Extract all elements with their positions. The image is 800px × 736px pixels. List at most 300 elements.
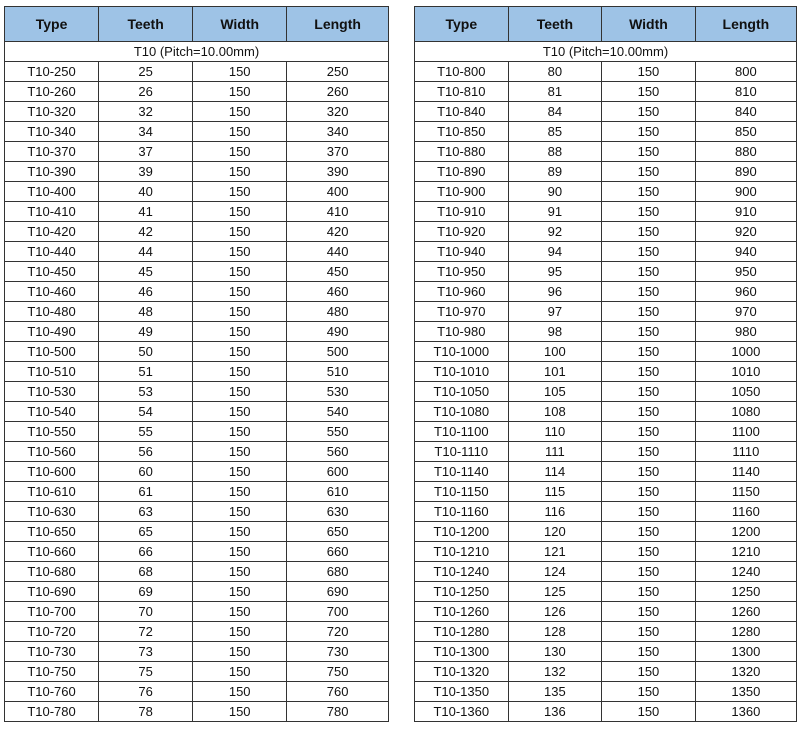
cell-length: 920 xyxy=(695,222,796,242)
cell-width: 150 xyxy=(193,242,287,262)
cell-type: T10-600 xyxy=(5,462,99,482)
cell-width: 150 xyxy=(602,362,696,382)
cell-teeth: 95 xyxy=(508,262,602,282)
table-row xyxy=(415,262,797,282)
cell-type: T10-460 xyxy=(5,282,99,302)
cell-type: T10-1200 xyxy=(415,522,509,542)
cell-length: 630 xyxy=(287,502,389,522)
table-row xyxy=(415,582,797,602)
table-row xyxy=(5,382,389,402)
cell-teeth: 69 xyxy=(99,582,193,602)
cell-length: 1210 xyxy=(695,542,796,562)
cell-width: 150 xyxy=(193,262,287,282)
cell-teeth: 41 xyxy=(99,202,193,222)
cell-type: T10-1110 xyxy=(415,442,509,462)
cell-type: T10-1010 xyxy=(415,362,509,382)
table-row xyxy=(5,582,389,602)
cell-length: 320 xyxy=(287,102,389,122)
cell-length: 760 xyxy=(287,682,389,702)
cell-width: 150 xyxy=(602,542,696,562)
table-row xyxy=(5,402,389,422)
belt-table-left xyxy=(4,6,389,722)
cell-teeth: 96 xyxy=(508,282,602,302)
cell-width: 150 xyxy=(602,662,696,682)
cell-length: 460 xyxy=(287,282,389,302)
cell-type: T10-750 xyxy=(5,662,99,682)
table-row xyxy=(5,142,389,162)
cell-teeth: 126 xyxy=(508,602,602,622)
cell-type: T10-320 xyxy=(5,102,99,122)
cell-teeth: 89 xyxy=(508,162,602,182)
table-row xyxy=(5,122,389,142)
cell-teeth: 44 xyxy=(99,242,193,262)
cell-width: 150 xyxy=(602,382,696,402)
cell-length: 1080 xyxy=(695,402,796,422)
cell-width: 150 xyxy=(602,702,696,722)
cell-type: T10-720 xyxy=(5,622,99,642)
pitch-subheader: T10 (Pitch=10.00mm) xyxy=(415,42,797,62)
cell-teeth: 125 xyxy=(508,582,602,602)
cell-type: T10-1160 xyxy=(415,502,509,522)
cell-width: 150 xyxy=(602,502,696,522)
cell-teeth: 85 xyxy=(508,122,602,142)
table-row xyxy=(415,642,797,662)
cell-length: 1240 xyxy=(695,562,796,582)
cell-length: 420 xyxy=(287,222,389,242)
table-row xyxy=(415,522,797,542)
table-row xyxy=(5,602,389,622)
cell-type: T10-900 xyxy=(415,182,509,202)
cell-width: 150 xyxy=(602,582,696,602)
cell-teeth: 90 xyxy=(508,182,602,202)
table-row xyxy=(5,502,389,522)
table-row xyxy=(415,282,797,302)
cell-length: 650 xyxy=(287,522,389,542)
cell-width: 150 xyxy=(602,522,696,542)
table-row xyxy=(5,242,389,262)
cell-width: 150 xyxy=(193,342,287,362)
cell-width: 150 xyxy=(602,282,696,302)
cell-teeth: 48 xyxy=(99,302,193,322)
cell-teeth: 114 xyxy=(508,462,602,482)
cell-type: T10-650 xyxy=(5,522,99,542)
cell-length: 720 xyxy=(287,622,389,642)
table-row xyxy=(5,562,389,582)
column-header-length: Length xyxy=(287,7,389,42)
cell-teeth: 37 xyxy=(99,142,193,162)
cell-teeth: 80 xyxy=(508,62,602,82)
cell-length: 530 xyxy=(287,382,389,402)
cell-type: T10-540 xyxy=(5,402,99,422)
cell-teeth: 116 xyxy=(508,502,602,522)
cell-type: T10-250 xyxy=(5,62,99,82)
table-row xyxy=(415,242,797,262)
cell-type: T10-410 xyxy=(5,202,99,222)
cell-teeth: 32 xyxy=(99,102,193,122)
cell-width: 150 xyxy=(193,362,287,382)
cell-type: T10-400 xyxy=(5,182,99,202)
cell-length: 340 xyxy=(287,122,389,142)
cell-width: 150 xyxy=(193,482,287,502)
table-row xyxy=(415,342,797,362)
cell-width: 150 xyxy=(193,142,287,162)
cell-length: 400 xyxy=(287,182,389,202)
cell-width: 150 xyxy=(193,702,287,722)
cell-type: T10-390 xyxy=(5,162,99,182)
cell-type: T10-840 xyxy=(415,102,509,122)
column-header-teeth: Teeth xyxy=(508,7,602,42)
cell-length: 750 xyxy=(287,662,389,682)
cell-type: T10-980 xyxy=(415,322,509,342)
cell-teeth: 61 xyxy=(99,482,193,502)
column-header-type: Type xyxy=(5,7,99,42)
cell-width: 150 xyxy=(602,602,696,622)
cell-length: 700 xyxy=(287,602,389,622)
cell-teeth: 54 xyxy=(99,402,193,422)
cell-width: 150 xyxy=(193,522,287,542)
cell-teeth: 91 xyxy=(508,202,602,222)
cell-type: T10-920 xyxy=(415,222,509,242)
table-row xyxy=(415,622,797,642)
column-header-type: Type xyxy=(415,7,509,42)
column-header-length: Length xyxy=(695,7,796,42)
cell-length: 540 xyxy=(287,402,389,422)
pitch-subheader: T10 (Pitch=10.00mm) xyxy=(5,42,389,62)
cell-teeth: 26 xyxy=(99,82,193,102)
cell-teeth: 115 xyxy=(508,482,602,502)
cell-type: T10-1000 xyxy=(415,342,509,362)
cell-width: 150 xyxy=(602,342,696,362)
cell-type: T10-1350 xyxy=(415,682,509,702)
cell-teeth: 75 xyxy=(99,662,193,682)
cell-type: T10-850 xyxy=(415,122,509,142)
table-row xyxy=(415,382,797,402)
cell-length: 1300 xyxy=(695,642,796,662)
table-row xyxy=(415,702,797,722)
cell-width: 150 xyxy=(193,322,287,342)
cell-width: 150 xyxy=(193,422,287,442)
cell-length: 1320 xyxy=(695,662,796,682)
cell-width: 150 xyxy=(602,482,696,502)
cell-width: 150 xyxy=(602,562,696,582)
cell-width: 150 xyxy=(193,162,287,182)
cell-length: 960 xyxy=(695,282,796,302)
cell-length: 890 xyxy=(695,162,796,182)
cell-type: T10-660 xyxy=(5,542,99,562)
cell-length: 1260 xyxy=(695,602,796,622)
table-row xyxy=(415,162,797,182)
cell-width: 150 xyxy=(193,562,287,582)
cell-type: T10-560 xyxy=(5,442,99,462)
cell-teeth: 39 xyxy=(99,162,193,182)
cell-length: 780 xyxy=(287,702,389,722)
cell-type: T10-940 xyxy=(415,242,509,262)
cell-type: T10-1150 xyxy=(415,482,509,502)
cell-teeth: 94 xyxy=(508,242,602,262)
cell-teeth: 34 xyxy=(99,122,193,142)
cell-type: T10-1240 xyxy=(415,562,509,582)
table-header-row xyxy=(415,7,797,42)
cell-type: T10-1140 xyxy=(415,462,509,482)
table-row xyxy=(415,142,797,162)
cell-length: 410 xyxy=(287,202,389,222)
cell-length: 1160 xyxy=(695,502,796,522)
cell-width: 150 xyxy=(193,582,287,602)
cell-teeth: 135 xyxy=(508,682,602,702)
cell-teeth: 100 xyxy=(508,342,602,362)
cell-type: T10-760 xyxy=(5,682,99,702)
table-row xyxy=(5,322,389,342)
cell-width: 150 xyxy=(602,622,696,642)
table-row xyxy=(415,442,797,462)
cell-teeth: 81 xyxy=(508,82,602,102)
cell-width: 150 xyxy=(193,122,287,142)
cell-length: 1050 xyxy=(695,382,796,402)
cell-type: T10-690 xyxy=(5,582,99,602)
cell-teeth: 60 xyxy=(99,462,193,482)
cell-length: 880 xyxy=(695,142,796,162)
cell-teeth: 105 xyxy=(508,382,602,402)
cell-length: 690 xyxy=(287,582,389,602)
cell-teeth: 45 xyxy=(99,262,193,282)
cell-type: T10-500 xyxy=(5,342,99,362)
table-row xyxy=(5,422,389,442)
cell-width: 150 xyxy=(602,402,696,422)
cell-teeth: 68 xyxy=(99,562,193,582)
cell-type: T10-510 xyxy=(5,362,99,382)
cell-type: T10-420 xyxy=(5,222,99,242)
cell-length: 680 xyxy=(287,562,389,582)
cell-teeth: 110 xyxy=(508,422,602,442)
subheader-row xyxy=(415,42,797,62)
table-row xyxy=(5,522,389,542)
cell-width: 150 xyxy=(193,382,287,402)
table-row xyxy=(415,322,797,342)
table-row xyxy=(5,662,389,682)
table-row xyxy=(5,702,389,722)
cell-teeth: 25 xyxy=(99,62,193,82)
cell-teeth: 97 xyxy=(508,302,602,322)
cell-teeth: 84 xyxy=(508,102,602,122)
table-row xyxy=(5,542,389,562)
cell-type: T10-1360 xyxy=(415,702,509,722)
cell-type: T10-1050 xyxy=(415,382,509,402)
cell-teeth: 66 xyxy=(99,542,193,562)
cell-length: 980 xyxy=(695,322,796,342)
cell-type: T10-1320 xyxy=(415,662,509,682)
cell-width: 150 xyxy=(193,542,287,562)
table-row xyxy=(415,462,797,482)
cell-teeth: 46 xyxy=(99,282,193,302)
cell-teeth: 111 xyxy=(508,442,602,462)
cell-width: 150 xyxy=(602,202,696,222)
cell-teeth: 128 xyxy=(508,622,602,642)
cell-type: T10-960 xyxy=(415,282,509,302)
cell-teeth: 132 xyxy=(508,662,602,682)
cell-width: 150 xyxy=(602,462,696,482)
cell-width: 150 xyxy=(602,442,696,462)
cell-length: 500 xyxy=(287,342,389,362)
cell-type: T10-730 xyxy=(5,642,99,662)
cell-length: 730 xyxy=(287,642,389,662)
column-header-teeth: Teeth xyxy=(99,7,193,42)
cell-length: 480 xyxy=(287,302,389,322)
cell-length: 1280 xyxy=(695,622,796,642)
table-row xyxy=(415,122,797,142)
cell-type: T10-1260 xyxy=(415,602,509,622)
table-row xyxy=(415,542,797,562)
table-row xyxy=(415,482,797,502)
cell-width: 150 xyxy=(193,82,287,102)
table-row xyxy=(5,282,389,302)
cell-length: 260 xyxy=(287,82,389,102)
table-row xyxy=(5,82,389,102)
cell-teeth: 40 xyxy=(99,182,193,202)
cell-length: 560 xyxy=(287,442,389,462)
cell-width: 150 xyxy=(193,102,287,122)
cell-length: 1150 xyxy=(695,482,796,502)
cell-type: T10-950 xyxy=(415,262,509,282)
table-row xyxy=(5,442,389,462)
cell-teeth: 73 xyxy=(99,642,193,662)
cell-length: 550 xyxy=(287,422,389,442)
cell-type: T10-970 xyxy=(415,302,509,322)
cell-teeth: 50 xyxy=(99,342,193,362)
cell-length: 900 xyxy=(695,182,796,202)
cell-teeth: 124 xyxy=(508,562,602,582)
cell-teeth: 108 xyxy=(508,402,602,422)
cell-type: T10-440 xyxy=(5,242,99,262)
cell-teeth: 63 xyxy=(99,502,193,522)
table-row xyxy=(415,302,797,322)
cell-teeth: 136 xyxy=(508,702,602,722)
table-row xyxy=(5,342,389,362)
table-row xyxy=(415,502,797,522)
table-row xyxy=(5,642,389,662)
cell-teeth: 120 xyxy=(508,522,602,542)
cell-type: T10-450 xyxy=(5,262,99,282)
table-row xyxy=(5,102,389,122)
cell-teeth: 76 xyxy=(99,682,193,702)
cell-width: 150 xyxy=(602,142,696,162)
cell-type: T10-1250 xyxy=(415,582,509,602)
table-row xyxy=(415,402,797,422)
cell-width: 150 xyxy=(193,202,287,222)
cell-width: 150 xyxy=(193,402,287,422)
cell-teeth: 88 xyxy=(508,142,602,162)
cell-length: 450 xyxy=(287,262,389,282)
table-row xyxy=(415,422,797,442)
cell-length: 940 xyxy=(695,242,796,262)
cell-type: T10-810 xyxy=(415,82,509,102)
table-header-row xyxy=(5,7,389,42)
cell-type: T10-880 xyxy=(415,142,509,162)
subheader-row xyxy=(5,42,389,62)
cell-type: T10-1210 xyxy=(415,542,509,562)
cell-width: 150 xyxy=(602,222,696,242)
cell-length: 850 xyxy=(695,122,796,142)
cell-length: 1010 xyxy=(695,362,796,382)
cell-length: 390 xyxy=(287,162,389,182)
cell-width: 150 xyxy=(193,662,287,682)
cell-width: 150 xyxy=(602,242,696,262)
cell-length: 810 xyxy=(695,82,796,102)
cell-width: 150 xyxy=(602,122,696,142)
cell-teeth: 42 xyxy=(99,222,193,242)
cell-length: 950 xyxy=(695,262,796,282)
cell-teeth: 55 xyxy=(99,422,193,442)
table-row xyxy=(5,622,389,642)
cell-type: T10-780 xyxy=(5,702,99,722)
cell-length: 1110 xyxy=(695,442,796,462)
cell-teeth: 70 xyxy=(99,602,193,622)
table-row xyxy=(415,182,797,202)
cell-length: 910 xyxy=(695,202,796,222)
cell-type: T10-890 xyxy=(415,162,509,182)
table-row xyxy=(5,302,389,322)
table-row xyxy=(415,682,797,702)
cell-teeth: 51 xyxy=(99,362,193,382)
cell-teeth: 53 xyxy=(99,382,193,402)
table-row xyxy=(5,162,389,182)
cell-width: 150 xyxy=(602,62,696,82)
cell-length: 440 xyxy=(287,242,389,262)
cell-type: T10-630 xyxy=(5,502,99,522)
cell-length: 600 xyxy=(287,462,389,482)
cell-width: 150 xyxy=(602,82,696,102)
cell-type: T10-480 xyxy=(5,302,99,322)
cell-width: 150 xyxy=(193,602,287,622)
cell-length: 800 xyxy=(695,62,796,82)
table-row xyxy=(5,222,389,242)
cell-width: 150 xyxy=(193,302,287,322)
cell-width: 150 xyxy=(193,62,287,82)
cell-width: 150 xyxy=(602,302,696,322)
cell-teeth: 98 xyxy=(508,322,602,342)
cell-type: T10-700 xyxy=(5,602,99,622)
cell-length: 840 xyxy=(695,102,796,122)
cell-width: 150 xyxy=(193,502,287,522)
cell-type: T10-490 xyxy=(5,322,99,342)
cell-teeth: 65 xyxy=(99,522,193,542)
table-row xyxy=(415,102,797,122)
table-row xyxy=(5,62,389,82)
cell-teeth: 92 xyxy=(508,222,602,242)
table-row xyxy=(415,602,797,622)
cell-type: T10-910 xyxy=(415,202,509,222)
cell-type: T10-1100 xyxy=(415,422,509,442)
cell-length: 1000 xyxy=(695,342,796,362)
cell-width: 150 xyxy=(193,622,287,642)
cell-length: 660 xyxy=(287,542,389,562)
cell-length: 970 xyxy=(695,302,796,322)
table-row xyxy=(5,682,389,702)
cell-width: 150 xyxy=(602,262,696,282)
cell-length: 1250 xyxy=(695,582,796,602)
cell-width: 150 xyxy=(602,642,696,662)
cell-type: T10-370 xyxy=(5,142,99,162)
cell-width: 150 xyxy=(602,162,696,182)
cell-length: 1140 xyxy=(695,462,796,482)
table-row xyxy=(5,362,389,382)
cell-width: 150 xyxy=(602,182,696,202)
cell-type: T10-610 xyxy=(5,482,99,502)
cell-width: 150 xyxy=(602,422,696,442)
cell-length: 1360 xyxy=(695,702,796,722)
table-row xyxy=(5,262,389,282)
table-row xyxy=(415,82,797,102)
cell-length: 250 xyxy=(287,62,389,82)
